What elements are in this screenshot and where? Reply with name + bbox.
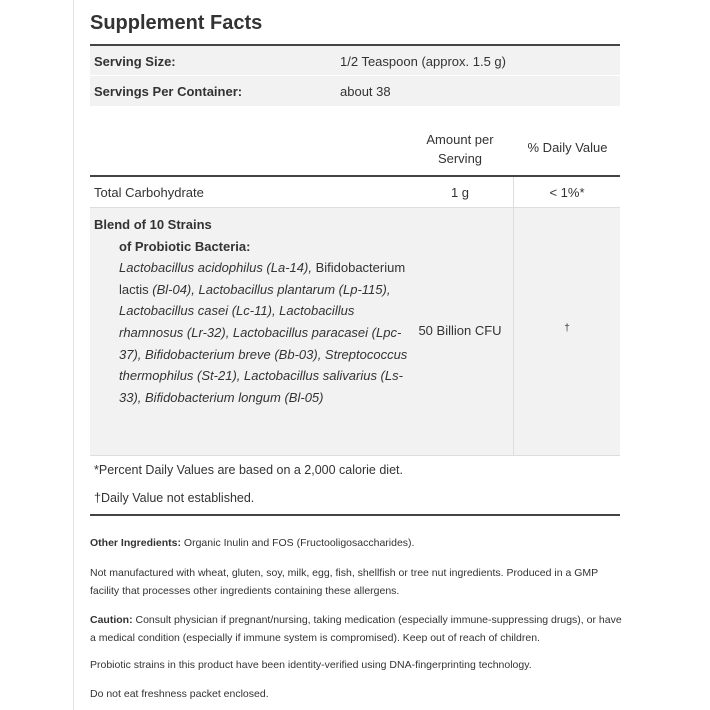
blend-daily-value: † bbox=[564, 323, 570, 334]
serving-size-value: 1/2 Teaspoon (approx. 1.5 g) bbox=[340, 54, 506, 69]
blend-title-line1: Blend of 10 Strains bbox=[94, 217, 212, 232]
column-divider bbox=[513, 177, 514, 208]
serving-size-row bbox=[90, 46, 620, 76]
strain-1: Lactobacillus acidophilus (La-14), bbox=[119, 260, 312, 276]
amount-header-line2: Serving bbox=[437, 151, 483, 166]
servings-per-container-row bbox=[90, 76, 620, 106]
column-divider bbox=[513, 208, 514, 456]
footnote-dagger: †Daily Value not established. bbox=[94, 491, 255, 505]
strain-list bbox=[94, 257, 414, 408]
bottom-rule bbox=[90, 514, 620, 516]
allergen-statement: Not manufactured with wheat, gluten, soy, milk, egg, fish, shellfish or tree nut ingredients. Produced in a GMP facility that processes other ingredients containing these allergens. bbox=[90, 567, 598, 597]
caution-statement bbox=[90, 611, 630, 647]
carbohydrate-amount: 1 g bbox=[450, 185, 470, 200]
carbohydrate-name: Total Carbohydrate bbox=[94, 185, 204, 200]
servings-per-container-label: Servings Per Container: bbox=[94, 84, 243, 99]
carbohydrate-row bbox=[90, 177, 620, 208]
footnote-percent: *Percent Daily Values are based on a 2,000 calorie diet. bbox=[94, 463, 403, 477]
caution-text: Consult physician if pregnant/nursing, taking medication (especially immune-suppressing drugs), or have a medical condition (especially if immune system is compromised). Keep out of reach of children. bbox=[90, 614, 622, 644]
blend-description bbox=[94, 214, 414, 408]
strain-2a: Bifidobacterium lactis bbox=[119, 260, 406, 297]
amount-header-line1: Amount per bbox=[426, 132, 494, 147]
strain-2b: (Bl-04), Lactobacillus plantarum (Lp-115), Lactobacillus casei (Lc-11), Lactobacillus rhamnosus (Lr-32), Lactobacillus paracasei (Lpc-37), Bifidobacterium breve (Bb-03), Streptococcus thermophilus (St-21), Lactobacillus salivarius (Ls-33), Bifidobacterium longum (Bl-05) bbox=[119, 281, 408, 405]
panel-title: Supplement Facts bbox=[90, 12, 263, 34]
caution-label: Caution: bbox=[90, 614, 133, 626]
amount-per-serving-header bbox=[412, 130, 508, 168]
page-border-left bbox=[73, 0, 74, 710]
carbohydrate-daily-value: < 1%* bbox=[549, 185, 585, 200]
daily-value-header: % Daily Value bbox=[527, 140, 608, 155]
freshness-packet-warning: Do not eat freshness packet enclosed. bbox=[90, 688, 269, 700]
other-ingredients bbox=[90, 534, 630, 552]
dna-verification-statement: Probiotic strains in this product have been identity-verified using DNA-fingerprinting technology. bbox=[90, 659, 532, 671]
blend-title-line2: of Probiotic Bacteria: bbox=[119, 238, 251, 254]
probiotic-blend-row bbox=[90, 208, 620, 456]
other-ingredients-label: Other Ingredients: bbox=[90, 537, 182, 549]
other-ingredients-text: Organic Inulin and FOS (Fructooligosaccharides). bbox=[181, 537, 415, 549]
serving-size-label: Serving Size: bbox=[94, 54, 176, 69]
servings-per-container-value: about 38 bbox=[340, 84, 391, 99]
blend-amount: 50 Billion CFU bbox=[418, 323, 502, 338]
